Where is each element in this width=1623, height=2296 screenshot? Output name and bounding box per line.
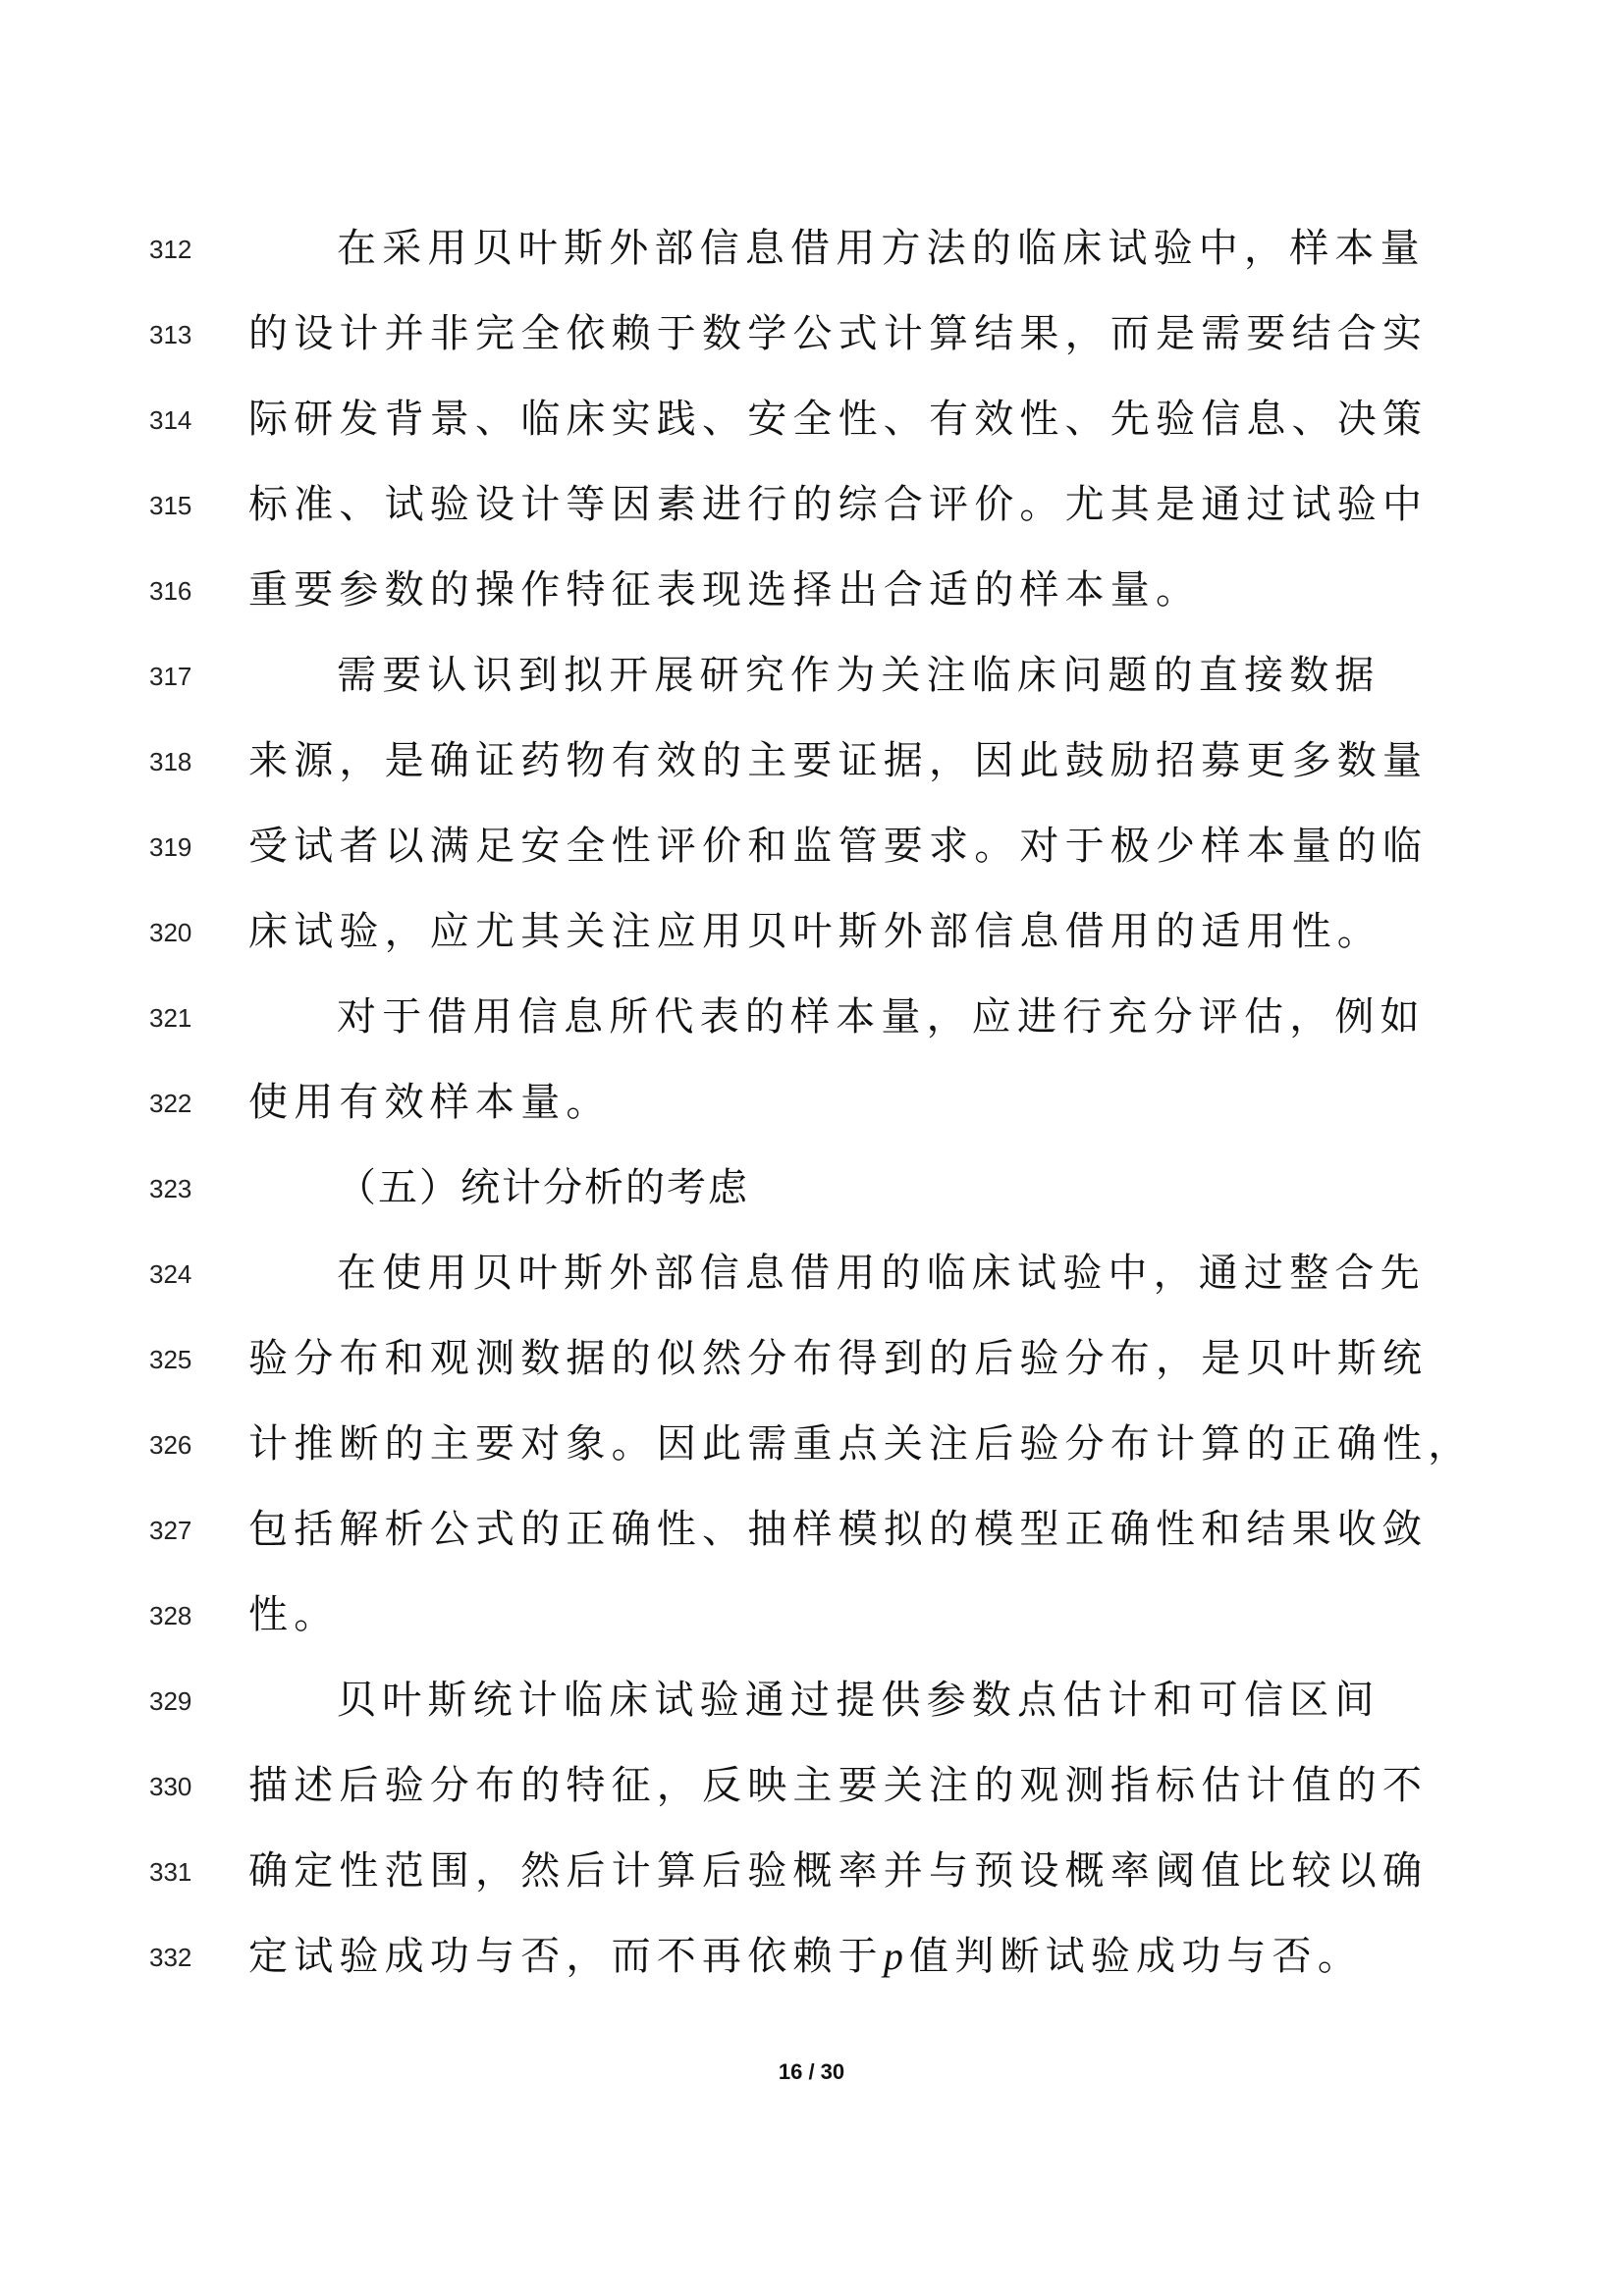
document-line (0, 886, 1623, 972)
line-text: 受试者以满足安全性评价和监管要求。对于极少样本量的临 (248, 824, 1429, 869)
line-text: 床试验，应尤其关注应用贝叶斯外部信息借用的适用性。 (248, 909, 1382, 954)
line-number: 321 (149, 1003, 192, 1033)
line-text: 重要参数的操作特征表现选择出合适的样本量。 (248, 567, 1202, 613)
line-text: 在采用贝叶斯外部信息借用方法的临床试验中，样本量 (337, 226, 1426, 271)
line-text-after: 值判断试验成功与否。 (909, 1934, 1364, 1979)
document-line (0, 630, 1623, 716)
line-number: 324 (149, 1259, 192, 1289)
document-line (0, 1143, 1623, 1228)
document-line (0, 289, 1623, 374)
document-line (0, 1655, 1623, 1740)
line-text: 包括解析公式的正确性、抽样模拟的模型正确性和结果收敛 (248, 1507, 1429, 1552)
document-line (0, 1740, 1623, 1826)
document-line (0, 545, 1623, 630)
line-number: 328 (149, 1601, 192, 1630)
line-text: 贝叶斯统计临床试验通过提供参数点估计和可信区间 (337, 1678, 1380, 1723)
line-number: 332 (149, 1943, 192, 1972)
line-text: 际研发背景、临床实践、安全性、有效性、先验信息、决策 (248, 397, 1429, 442)
document-line (0, 1484, 1623, 1570)
document-line (0, 459, 1623, 545)
line-number: 326 (149, 1430, 192, 1460)
line-text-before: 定试验成功与否，而不再依赖于 (248, 1934, 884, 1979)
document-line (0, 203, 1623, 289)
document-line (0, 1228, 1623, 1313)
line-number: 318 (149, 747, 192, 776)
line-text: 在使用贝叶斯外部信息借用的临床试验中，通过整合先 (337, 1251, 1426, 1296)
line-number: 325 (149, 1345, 192, 1374)
document-line (0, 1057, 1623, 1143)
line-text (248, 1925, 1363, 1981)
document-line (0, 1399, 1623, 1484)
section-heading: （五）统计分析的考虑 (337, 1165, 749, 1210)
line-number: 323 (149, 1174, 192, 1203)
line-number: 317 (149, 662, 192, 691)
document-line (0, 374, 1623, 459)
line-text: 标准、试验设计等因素进行的综合评价。尤其是通过试验中 (248, 482, 1429, 527)
page-number: 16 / 30 (778, 2059, 845, 2084)
document-line (0, 1826, 1623, 1911)
line-number: 327 (149, 1516, 192, 1545)
line-text: 的设计并非完全依赖于数学公式计算结果，而是需要结合实 (248, 311, 1429, 356)
document-line (0, 801, 1623, 886)
line-text: 使用有效样本量。 (248, 1080, 612, 1125)
line-number: 314 (149, 405, 192, 435)
line-number: 331 (149, 1857, 192, 1887)
line-text: 需要认识到拟开展研究作为关注临床问题的直接数据 (337, 653, 1380, 698)
line-number: 315 (149, 491, 192, 520)
line-text: 验分布和观测数据的似然分布得到的后验分布，是贝叶斯统 (248, 1336, 1429, 1381)
line-number: 329 (149, 1686, 192, 1716)
line-text: 对于借用信息所代表的样本量，应进行充分评估，例如 (337, 994, 1426, 1040)
line-text: 来源，是确证药物有效的主要证据，因此鼓励招募更多数量 (248, 738, 1429, 783)
line-number: 320 (149, 918, 192, 947)
line-text: 计推断的主要对象。因此需重点关注后验分布计算的正确性， (248, 1421, 1474, 1467)
document-line (0, 1313, 1623, 1399)
line-number: 312 (149, 235, 192, 264)
line-number: 319 (149, 832, 192, 862)
document-line (0, 972, 1623, 1057)
line-number: 316 (149, 576, 192, 606)
document-line (0, 1911, 1623, 1997)
line-number: 330 (149, 1772, 192, 1801)
line-text: 性。 (248, 1592, 340, 1637)
p-value-symbol: p (883, 1934, 910, 1978)
line-text: 描述后验分布的特征，反映主要关注的观测指标估计值的不 (248, 1763, 1429, 1808)
line-number: 322 (149, 1089, 192, 1118)
document-line (0, 716, 1623, 801)
line-text: 确定性范围，然后计算后验概率并与预设概率阈值比较以确 (248, 1848, 1429, 1894)
line-number: 313 (149, 320, 192, 349)
document-line (0, 1570, 1623, 1655)
